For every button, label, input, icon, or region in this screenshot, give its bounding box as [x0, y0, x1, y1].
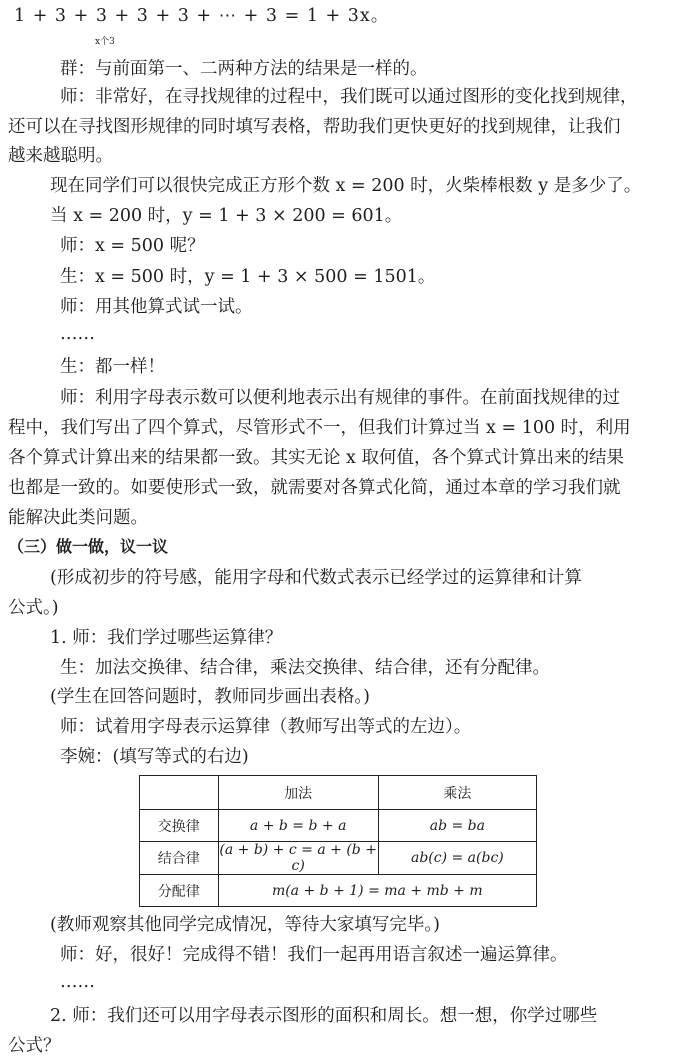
paragraph-line: 李婉：(填写等式的右边): [60, 747, 249, 767]
paragraph-line: 公式？: [8, 1036, 61, 1056]
table-header-cell: 乘法: [378, 776, 536, 810]
section-heading: （三）做一做，议一议: [8, 537, 169, 556]
table-cell: a + b = b + a: [218, 810, 378, 842]
paragraph-line: 现在同学们可以很快完成正方形个数 x = 200 时，火柴棒根数 y 是多少了。: [50, 176, 642, 196]
table-row: [140, 810, 537, 842]
table-cell: ab = ba: [378, 810, 536, 842]
paragraph-line: 能解决此类问题。: [8, 508, 148, 528]
paragraph-line: 生：x = 500 时，y = 1 + 3 × 500 = 1501。: [60, 267, 436, 287]
paragraph-line: (学生在回答问题时，教师同步画出表格。): [50, 687, 370, 707]
table-header-cell: [140, 776, 219, 810]
table-header-row: [140, 776, 537, 810]
table-cell: ab(c) = a(bc): [378, 842, 536, 875]
operation-laws-table: [139, 775, 537, 907]
paragraph-line: 师：好，很好！完成得不错！我们一起再用语言叙述一遍运算律。: [60, 945, 568, 965]
paragraph-line: 公式。): [8, 598, 59, 618]
paragraph-line: 师：用其他算式试一试。: [60, 297, 253, 317]
paragraph-line: 师：试着用字母表示运算律（教师写出等式的左边）。: [60, 717, 472, 737]
paragraph-line: 当 x = 200 时，y = 1 + 3 × 200 = 601。: [50, 206, 403, 226]
paragraph-line: 师：利用字母表示数可以便利地表示出有规律的事件。在前面找规律的过: [60, 388, 620, 408]
ellipsis: ……: [60, 324, 95, 344]
paragraph-line: 也都是一致的。如要使形式一致，就需要对各算式化简，通过本章的学习我们就: [8, 478, 621, 498]
paragraph-line: 越来越聪明。: [8, 146, 113, 166]
underbrace-label: x个3: [95, 37, 115, 47]
paragraph-line: 群：与前面第一、二两种方法的结果是一样的。: [60, 59, 428, 79]
paragraph-line: 2. 师：我们还可以用字母表示图形的面积和周长。想一想，你学过哪些: [50, 1006, 598, 1026]
table-row: [140, 842, 537, 875]
paragraph-line: 还可以在寻找图形规律的同时填写表格，帮助我们更快更好的找到规律，让我们: [8, 117, 621, 137]
paragraph-line: 生：加法交换律、结合律，乘法交换律、结合律，还有分配律。: [60, 658, 550, 678]
table-row-label: 结合律: [140, 842, 219, 875]
table-row-label: 交换律: [140, 810, 219, 842]
table-cell: m(a + b + 1) = ma + mb + m: [218, 875, 536, 907]
paragraph-line: 师：x = 500 呢？: [60, 236, 205, 256]
equation-line: 1 + 3 + 3 + 3 + 3 + ⋯ + 3 = 1 + 3x。: [14, 6, 390, 26]
table-cell: (a + b) + c = a + (b + c): [219, 842, 377, 874]
paragraph-line: 程中，我们写出了四个算式，尽管形式不一，但我们计算过当 x = 100 时，利用: [8, 418, 631, 438]
paragraph-line: 师：非常好，在寻找规律的过程中，我们既可以通过图形的变化找到规律，: [60, 87, 638, 107]
paragraph-line: 1. 师：我们学过哪些运算律？: [50, 628, 283, 648]
table-header-cell: 加法: [218, 776, 378, 810]
paragraph-line: (教师观察其他同学完成情况，等待大家填写完毕。): [50, 915, 440, 935]
paragraph-line: 生：都一样！: [60, 357, 165, 377]
paragraph-line: 各个算式计算出来的结果都一致。其实无论 x 取何值，各个算式计算出来的结果: [8, 448, 624, 468]
table-row-label: 分配律: [140, 875, 219, 907]
table-row: [140, 875, 537, 907]
ellipsis: ……: [60, 972, 95, 992]
paragraph-line: (形成初步的符号感，能用字母和代数式表示已经学过的运算律和计算: [50, 568, 582, 588]
